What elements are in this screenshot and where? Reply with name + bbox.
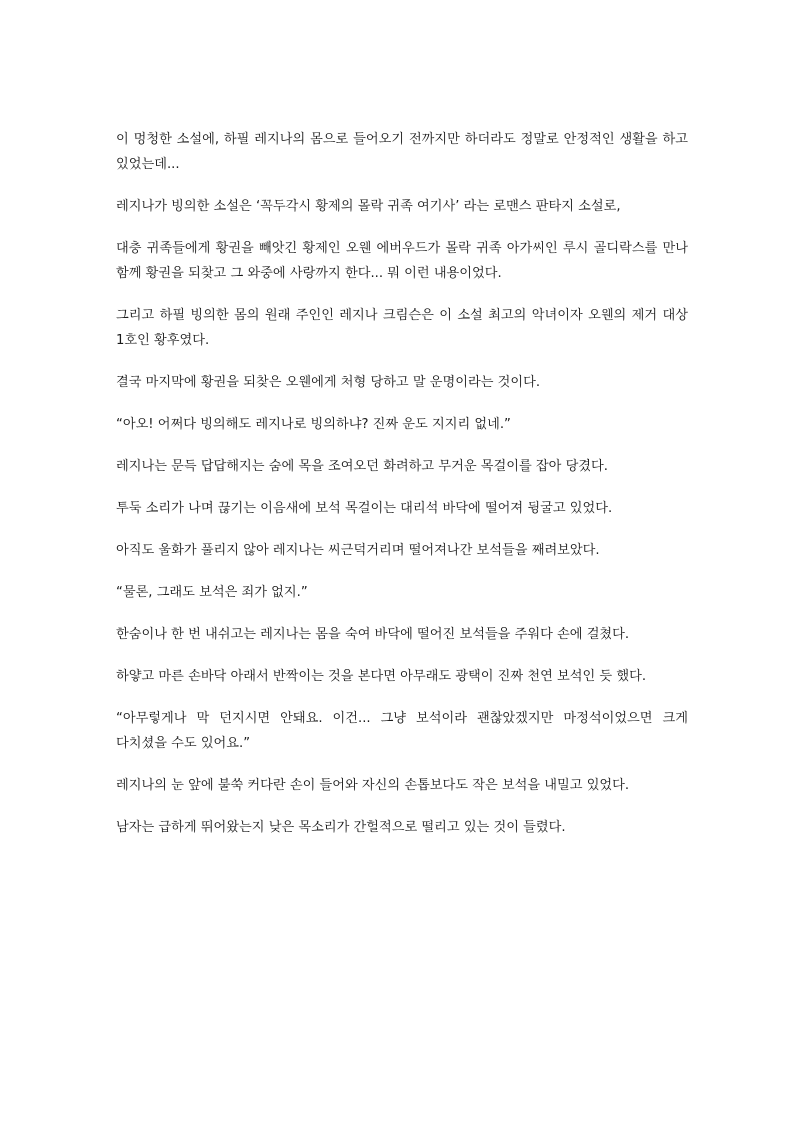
paragraph: 결국 마지막에 황권을 되찾은 오웬에게 처형 당하고 말 운명이라는 것이다. — [116, 375, 541, 390]
paragraph: 남자는 급하게 뛰어왔는지 낮은 목소리가 간헐적으로 떨리고 있는 것이 들렸다. — [116, 820, 566, 835]
paragraph: 레지나가 빙의한 소설은 ‘꼭두각시 황제의 몰락 귀족 여기사’ 라는 로맨스 판타지 소설로, — [116, 199, 621, 214]
dialogue-paragraph: “물론, 그래도 보석은 죄가 없지.” — [116, 585, 308, 600]
paragraph: 아직도 울화가 풀리지 않아 레지나는 씨근덕거리며 떨어져나간 보석들을 째려보았다. — [116, 543, 600, 558]
dialogue-paragraph: “아무렇게나 막 던지시면 안돼요. 이건... 그냥 보석이라 괜찮았겠지만 마정석이었으면 크게 다치셨을 수도 있어요.” — [116, 711, 688, 751]
paragraph: 레지나는 문득 답답해지는 숨에 목을 조여오던 화려하고 무거운 목걸이를 잡아 당겼다. — [116, 459, 608, 474]
paragraph: 한숨이나 한 번 내쉬고는 레지나는 몸을 숙여 바닥에 떨어진 보석들을 주워다 손에 걸쳤다. — [116, 627, 630, 642]
dialogue-paragraph: “아오! 어쩌다 빙의해도 레지나로 빙의하냐? 진짜 운도 지지리 없네.” — [116, 417, 511, 432]
paragraph: 레지나의 눈 앞에 불쑥 커다란 손이 들어와 자신의 손톱보다도 작은 보석을 내밀고 있었다. — [116, 778, 630, 793]
paragraph: 이 멍청한 소설에, 하필 레지나의 몸으로 들어오기 전까지만 하더라도 정말로 안정적인 생활을 하고 있었는데... — [116, 132, 688, 172]
document-body — [116, 127, 688, 857]
paragraph: 대충 귀족들에게 황권을 빼앗긴 황제인 오웬 에버우드가 몰락 귀족 아가씨인 루시 골디락스를 만나 함께 황권을 되찾고 그 와중에 사랑까지 한다... 뭐 이런 내용이었다. — [116, 241, 688, 281]
paragraph: 투둑 소리가 나며 끊기는 이음새에 보석 목걸이는 대리석 바닥에 떨어져 뒹굴고 있었다. — [116, 501, 613, 516]
paragraph: 그리고 하필 빙의한 몸의 원래 주인인 레지나 크림슨은 이 소설 최고의 악녀이자 오웬의 제거 대상 1호인 황후였다. — [116, 308, 688, 348]
paragraph: 하얗고 마른 손바닥 아래서 반짝이는 것을 본다면 아무래도 광택이 진짜 천연 보석인 듯 했다. — [116, 669, 647, 684]
